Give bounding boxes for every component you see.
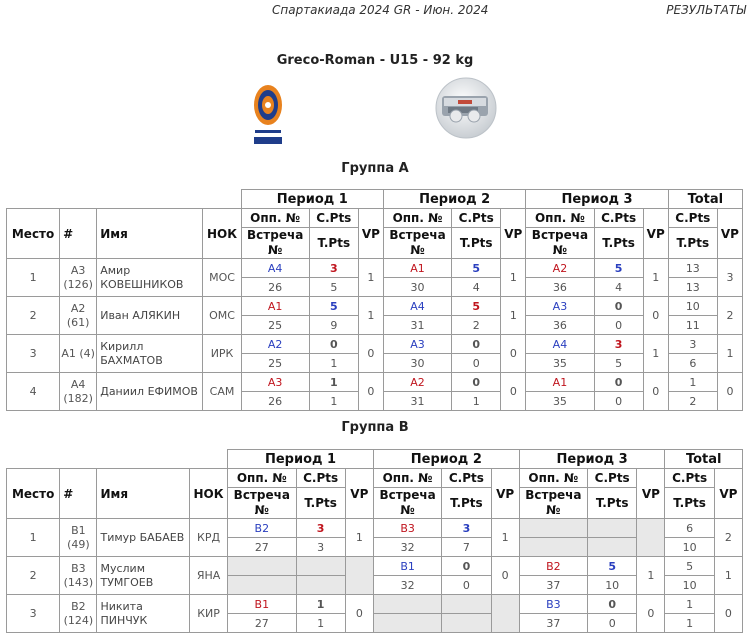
technical-points: 1 — [452, 392, 501, 411]
period-1-header: Период 1 — [241, 190, 383, 209]
wrestler-number: A4 (182) — [60, 373, 97, 411]
empty-cell — [491, 595, 519, 633]
bout-number: 35 — [526, 354, 594, 373]
opponent-cell: A3 — [383, 335, 451, 354]
technical-points: 9 — [309, 316, 358, 335]
classification-points: 0 — [594, 373, 643, 392]
bout-header: Встреча № — [228, 488, 296, 519]
empty-cell — [637, 519, 665, 557]
victory-points: 1 — [501, 297, 526, 335]
cpts-header: C.Pts — [452, 209, 501, 228]
classification-points: 0 — [442, 557, 491, 576]
victory-points: 0 — [501, 335, 526, 373]
vp-header: VP — [345, 469, 373, 519]
bout-number: 32 — [373, 576, 441, 595]
place-header: Место — [7, 209, 60, 259]
bout-number: 26 — [241, 392, 309, 411]
total-victory-points: 0 — [717, 373, 742, 411]
classification-points: 5 — [588, 557, 637, 576]
place-cell: 1 — [7, 259, 60, 297]
opponent-cell: B2 — [228, 519, 296, 538]
period-2-header: Период 2 — [383, 190, 525, 209]
bout-number: 31 — [383, 316, 451, 335]
classification-points: 5 — [452, 297, 501, 316]
header-blank — [7, 450, 228, 469]
victory-points: 1 — [491, 519, 519, 557]
technical-points: 0 — [594, 316, 643, 335]
classification-points: 5 — [594, 259, 643, 278]
opponent-cell: B2 — [519, 557, 587, 576]
total-victory-points: 2 — [717, 297, 742, 335]
cpts-header: C.Pts — [296, 469, 345, 488]
table-row — [7, 557, 743, 576]
victory-points: 0 — [643, 297, 668, 335]
empty-cell — [373, 614, 441, 633]
victory-points: 0 — [637, 595, 665, 633]
victory-points: 1 — [501, 259, 526, 297]
bout-number: 26 — [241, 278, 309, 297]
place-cell: 3 — [7, 595, 60, 633]
technical-points: 0 — [588, 614, 637, 633]
opponent-cell: B1 — [228, 595, 296, 614]
total-classification-points: 1 — [665, 595, 714, 614]
num-header: # — [60, 209, 97, 259]
total-classification-points: 10 — [668, 297, 717, 316]
classification-points: 3 — [309, 259, 358, 278]
classification-points: 5 — [309, 297, 358, 316]
opp-header: Опп. № — [241, 209, 309, 228]
place-cell: 2 — [7, 557, 60, 595]
opponent-cell: A2 — [526, 259, 594, 278]
wrestler-name: Муслим ТУМГОЕВ — [97, 557, 189, 595]
total-technical-points: 6 — [668, 354, 717, 373]
wrestler-number: B2 (124) — [60, 595, 97, 633]
opponent-cell: B1 — [373, 557, 441, 576]
classification-points: 0 — [452, 335, 501, 354]
total-cpts-header: C.Pts — [668, 209, 717, 228]
opponent-cell: A3 — [241, 373, 309, 392]
total-technical-points: 10 — [665, 538, 714, 557]
bout-number: 32 — [373, 538, 441, 557]
technical-points: 1 — [309, 354, 358, 373]
bout-number: 36 — [526, 278, 594, 297]
bout-header: Встреча № — [241, 228, 309, 259]
total-victory-points: 0 — [714, 595, 742, 633]
cpts-header: C.Pts — [594, 209, 643, 228]
noc-header: НОК — [189, 469, 227, 519]
place-cell: 1 — [7, 519, 60, 557]
tpts-header: T.Pts — [296, 488, 345, 519]
total-tpts-header: T.Pts — [665, 488, 714, 519]
header-blank — [7, 190, 242, 209]
tpts-header: T.Pts — [452, 228, 501, 259]
classification-points: 3 — [296, 519, 345, 538]
total-vp-header: VP — [717, 209, 742, 259]
total-technical-points: 1 — [665, 614, 714, 633]
tpts-header: T.Pts — [588, 488, 637, 519]
victory-points: 0 — [491, 557, 519, 595]
empty-cell — [296, 557, 345, 576]
place-header: Место — [7, 469, 60, 519]
empty-cell — [588, 538, 637, 557]
empty-cell — [228, 557, 296, 576]
technical-points: 2 — [452, 316, 501, 335]
empty-cell — [588, 519, 637, 538]
noc-cell: MOC — [203, 259, 241, 297]
total-classification-points: 6 — [665, 519, 714, 538]
num-header: # — [60, 469, 97, 519]
opponent-cell: A2 — [383, 373, 451, 392]
wrestler-name: Амир КОВЕШНИКОВ — [97, 259, 203, 297]
empty-cell — [296, 576, 345, 595]
total-header: Total — [668, 190, 742, 209]
bout-number: 30 — [383, 278, 451, 297]
wrestler-name: Иван АЛЯКИН — [97, 297, 203, 335]
wrestler-name: Тимур БАБАЕВ — [97, 519, 189, 557]
place-cell: 3 — [7, 335, 60, 373]
section-header: РЕЗУЛЬТАТЫ — [666, 3, 746, 17]
period-2-header: Период 2 — [373, 450, 519, 469]
bout-header: Встреча № — [373, 488, 441, 519]
total-technical-points: 11 — [668, 316, 717, 335]
victory-points: 1 — [637, 557, 665, 595]
event-header: Спартакиада 2024 GR - Июн. 2024 — [272, 3, 489, 17]
opponent-cell: A1 — [526, 373, 594, 392]
bout-number: 25 — [241, 316, 309, 335]
total-header: Total — [665, 450, 743, 469]
victory-points: 1 — [358, 297, 383, 335]
classification-points: 3 — [442, 519, 491, 538]
table-row — [7, 335, 743, 354]
table-row — [7, 373, 743, 392]
bout-number: 27 — [228, 538, 296, 557]
opp-header: Опп. № — [526, 209, 594, 228]
technical-points: 7 — [442, 538, 491, 557]
classification-points: 5 — [452, 259, 501, 278]
bout-header: Встреча № — [383, 228, 451, 259]
noc-cell: CAM — [203, 373, 241, 411]
victory-points: 0 — [358, 335, 383, 373]
opponent-cell: A4 — [383, 297, 451, 316]
total-technical-points: 13 — [668, 278, 717, 297]
total-classification-points: 13 — [668, 259, 717, 278]
opponent-cell: A3 — [526, 297, 594, 316]
group-b-body — [7, 519, 743, 633]
classification-points: 0 — [594, 297, 643, 316]
table-row — [7, 297, 743, 316]
opponent-cell: A4 — [241, 259, 309, 278]
total-technical-points: 10 — [665, 576, 714, 595]
total-tpts-header: T.Pts — [668, 228, 717, 259]
noc-cell: ЯНА — [189, 557, 227, 595]
classification-points: 1 — [296, 595, 345, 614]
total-classification-points: 3 — [668, 335, 717, 354]
group-b-table — [6, 449, 743, 633]
classification-points: 3 — [594, 335, 643, 354]
group-a-table — [6, 189, 743, 411]
total-classification-points: 5 — [665, 557, 714, 576]
victory-points: 0 — [643, 373, 668, 411]
empty-cell — [373, 595, 441, 614]
uww-logo — [252, 83, 284, 149]
technical-points: 5 — [594, 354, 643, 373]
vp-header: VP — [358, 209, 383, 259]
total-technical-points: 2 — [668, 392, 717, 411]
total-victory-points: 1 — [714, 557, 742, 595]
noc-cell: ИРК — [203, 335, 241, 373]
technical-points: 5 — [309, 278, 358, 297]
tpts-header: T.Pts — [594, 228, 643, 259]
technical-points: 4 — [452, 278, 501, 297]
wrestler-number: A1 (4) — [60, 335, 97, 373]
technical-points: 1 — [296, 614, 345, 633]
bout-number: 27 — [228, 614, 296, 633]
noc-header: НОК — [203, 209, 241, 259]
total-vp-header: VP — [714, 469, 742, 519]
victory-points: 0 — [501, 373, 526, 411]
bout-header: Встреча № — [526, 228, 594, 259]
total-victory-points: 3 — [717, 259, 742, 297]
empty-cell — [228, 576, 296, 595]
wrestler-number: B1 (49) — [60, 519, 97, 557]
vp-header: VP — [491, 469, 519, 519]
technical-points: 0 — [442, 576, 491, 595]
tpts-header: T.Pts — [309, 228, 358, 259]
cpts-header: C.Pts — [309, 209, 358, 228]
cpts-header: C.Pts — [442, 469, 491, 488]
opponent-cell: B3 — [373, 519, 441, 538]
opponent-cell: A1 — [383, 259, 451, 278]
group-a-title: Группа A — [341, 161, 409, 176]
name-header: Имя — [97, 469, 189, 519]
place-cell: 2 — [7, 297, 60, 335]
group-b-title: Группа B — [341, 420, 409, 435]
total-victory-points: 2 — [714, 519, 742, 557]
period-1-header: Период 1 — [228, 450, 374, 469]
bout-number: 35 — [526, 392, 594, 411]
victory-points: 0 — [345, 595, 373, 633]
table-row — [7, 595, 743, 614]
victory-points: 1 — [358, 259, 383, 297]
bout-number: 36 — [526, 316, 594, 335]
wrestler-name: Никита ПИНЧУК — [97, 595, 189, 633]
group-a-body — [7, 259, 743, 411]
victory-points: 1 — [643, 335, 668, 373]
opponent-cell: B3 — [519, 595, 587, 614]
wrestler-name: Даниил ЕФИМОВ — [97, 373, 203, 411]
wrestler-number: A2 (61) — [60, 297, 97, 335]
victory-points: 1 — [643, 259, 668, 297]
empty-cell — [345, 557, 373, 595]
technical-points: 1 — [309, 392, 358, 411]
total-classification-points: 1 — [668, 373, 717, 392]
vp-header: VP — [643, 209, 668, 259]
table-row — [7, 259, 743, 278]
wrestler-name: Кирилл БАХМАТОВ — [97, 335, 203, 373]
opponent-cell: A1 — [241, 297, 309, 316]
technical-points: 0 — [594, 392, 643, 411]
period-3-header: Период 3 — [526, 190, 668, 209]
victory-points: 0 — [358, 373, 383, 411]
event-logo — [434, 76, 498, 140]
tpts-header: T.Pts — [442, 488, 491, 519]
bout-number: 37 — [519, 576, 587, 595]
cpts-header: C.Pts — [588, 469, 637, 488]
period-3-header: Период 3 — [519, 450, 665, 469]
technical-points: 4 — [594, 278, 643, 297]
empty-cell — [519, 538, 587, 557]
opp-header: Опп. № — [228, 469, 296, 488]
bout-number: 30 — [383, 354, 451, 373]
victory-points: 1 — [345, 519, 373, 557]
classification-points: 1 — [309, 373, 358, 392]
bout-number: 37 — [519, 614, 587, 633]
opponent-cell: A2 — [241, 335, 309, 354]
noc-cell: КРД — [189, 519, 227, 557]
wrestler-number: A3 (126) — [60, 259, 97, 297]
vp-header: VP — [501, 209, 526, 259]
total-victory-points: 1 — [717, 335, 742, 373]
opp-header: Опп. № — [373, 469, 441, 488]
name-header: Имя — [97, 209, 203, 259]
technical-points: 3 — [296, 538, 345, 557]
vp-header: VP — [637, 469, 665, 519]
classification-points: 0 — [309, 335, 358, 354]
technical-points: 10 — [588, 576, 637, 595]
page-title: Greco-Roman - U15 - 92 kg — [276, 53, 474, 68]
noc-cell: OMC — [203, 297, 241, 335]
bout-header: Встреча № — [519, 488, 587, 519]
table-row — [7, 519, 743, 538]
opp-header: Опп. № — [519, 469, 587, 488]
total-cpts-header: C.Pts — [665, 469, 714, 488]
empty-cell — [519, 519, 587, 538]
bout-number: 25 — [241, 354, 309, 373]
opponent-cell: A4 — [526, 335, 594, 354]
place-cell: 4 — [7, 373, 60, 411]
empty-cell — [442, 595, 491, 614]
noc-cell: КИР — [189, 595, 227, 633]
technical-points: 0 — [452, 354, 501, 373]
wrestler-number: B3 (143) — [60, 557, 97, 595]
classification-points: 0 — [588, 595, 637, 614]
bout-number: 31 — [383, 392, 451, 411]
empty-cell — [442, 614, 491, 633]
classification-points: 0 — [452, 373, 501, 392]
opp-header: Опп. № — [383, 209, 451, 228]
